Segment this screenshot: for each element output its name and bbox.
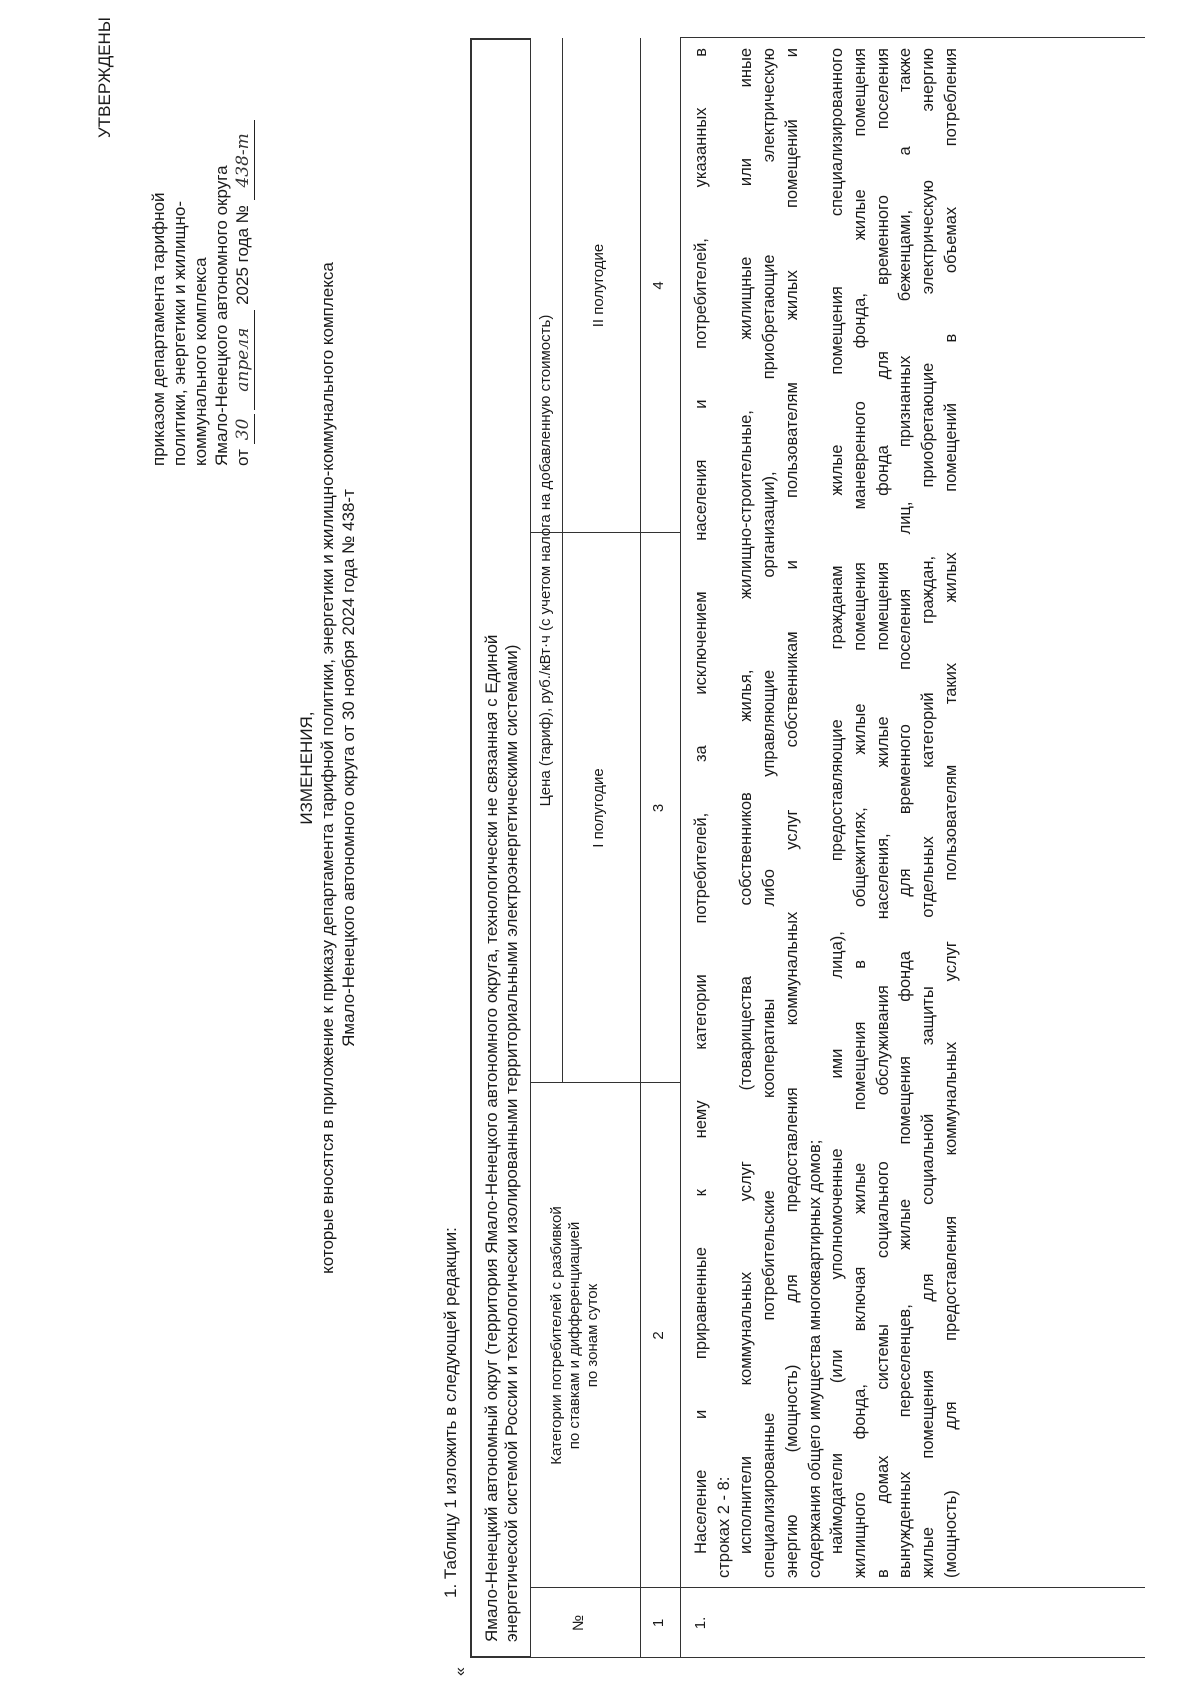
row-line: жилищного фонда, включая жилые помещения в общежитиях, жилые помещения маневренного фонда, жилые помещения — [850, 48, 869, 1578]
col-number: 1 — [650, 1618, 667, 1628]
row-line: исполнители коммунальных услуг (товарищества собственников жилья, жилищно-строительные, жилищные или иные — [737, 48, 756, 1554]
col-number: 2 — [650, 1331, 667, 1340]
title-line: Ямало-Ненецкого автономного округа от 30 ноября 2024 года № 438-т — [339, 489, 358, 1047]
approval-heading: УТВЕРЖДЕНЫ — [95, 17, 114, 138]
approval-date-line — [232, 26, 255, 466]
row-line: Население и приравненные к нему категории потребителей, за исключением населения и потребителей, указанных в — [692, 48, 710, 1554]
date-month: апреля — [233, 327, 253, 392]
region-line: Ямало-Ненецкий автономный округ (территория Ямало-Ненецкого автономного округа, технологически не связанная с Единой — [482, 634, 501, 1642]
row-line: энергию (мощность) для предоставления коммунальных услуг собственникам и пользователям жилых помещений и — [782, 48, 801, 1578]
col-num-header: № — [570, 1614, 587, 1632]
date-month-field — [232, 310, 255, 410]
date-day: 30 — [233, 418, 253, 441]
row-line: жилые помещения для социальной защиты отдельных категорий граждан, приобретающие электрическую энергию — [919, 48, 938, 1578]
row-line: (мощность) для предоставления коммунальных услуг пользователям таких жилых помещений в объемах потребления — [941, 48, 960, 1578]
tariff-table — [470, 38, 530, 1658]
row-line: в домах системы социального обслуживания населения, жилые помещения фонда для временного поселения — [873, 48, 892, 1578]
row-line: вынужденных переселенцев, жилые помещения фонда для временного поселения лиц, признанных беженцами, а также — [896, 48, 915, 1578]
date-year: 2025 года № — [233, 205, 252, 305]
approval-order-block — [148, 26, 255, 466]
col-price-header: Цена (тариф), руб./кВт·ч (с учетом налога на добавленную стоимость) — [537, 314, 554, 807]
approval-line: Ямало-Ненецкого автономного округа — [212, 165, 231, 466]
col-half2-header: II полугодие — [590, 243, 607, 328]
order-number: 438-т — [233, 133, 253, 188]
row-line: специализированные потребительские кооперативы либо управляющие организации), приобретающие электрическую — [760, 48, 779, 1578]
opening-quote: « — [452, 1667, 469, 1676]
region-header — [482, 635, 522, 1642]
row-line: наймодатели (или уполномоченные ими лица), предоставляющие гражданам жилые помещения специализированного — [828, 48, 847, 1554]
title-line: которые вносятся в приложение к приказу департамента тарифной политики, энергетики и жилищно-коммунального комплекса — [318, 262, 337, 1274]
table-row — [680, 38, 1145, 1658]
col-number: 3 — [650, 803, 667, 813]
row-line: содержания общего имущества многоквартирных домов; — [805, 1139, 824, 1578]
approval-line: приказом департамента тарифной — [149, 192, 168, 466]
title-main: ИЗМЕНЕНИЯ, — [297, 711, 316, 825]
region-line: энергетической системой России и технологически изолированными территориальными электроэнергетическими системами) — [502, 644, 521, 1642]
col-half1-header: I полугодие — [590, 768, 607, 848]
approval-line: политики, энергетики и жилищно- — [170, 201, 189, 466]
col-number: 4 — [650, 281, 667, 290]
row-line: строках 2 - 8: — [714, 1476, 733, 1578]
date-prefix: от — [233, 449, 252, 466]
intro-text: 1. Таблицу 1 изложить в следующей редакции: — [441, 1227, 460, 1598]
col-categories-header: Категории потребителей с разбивкой по ставкам и дифференциацией по зонам суток — [548, 1206, 601, 1465]
document-title — [296, 218, 359, 1318]
approval-line: коммунального комплекса — [191, 257, 210, 466]
row-description — [690, 48, 962, 1578]
order-number-field — [232, 120, 255, 200]
row-number: 1. — [692, 1616, 709, 1630]
date-day-field — [232, 414, 255, 444]
